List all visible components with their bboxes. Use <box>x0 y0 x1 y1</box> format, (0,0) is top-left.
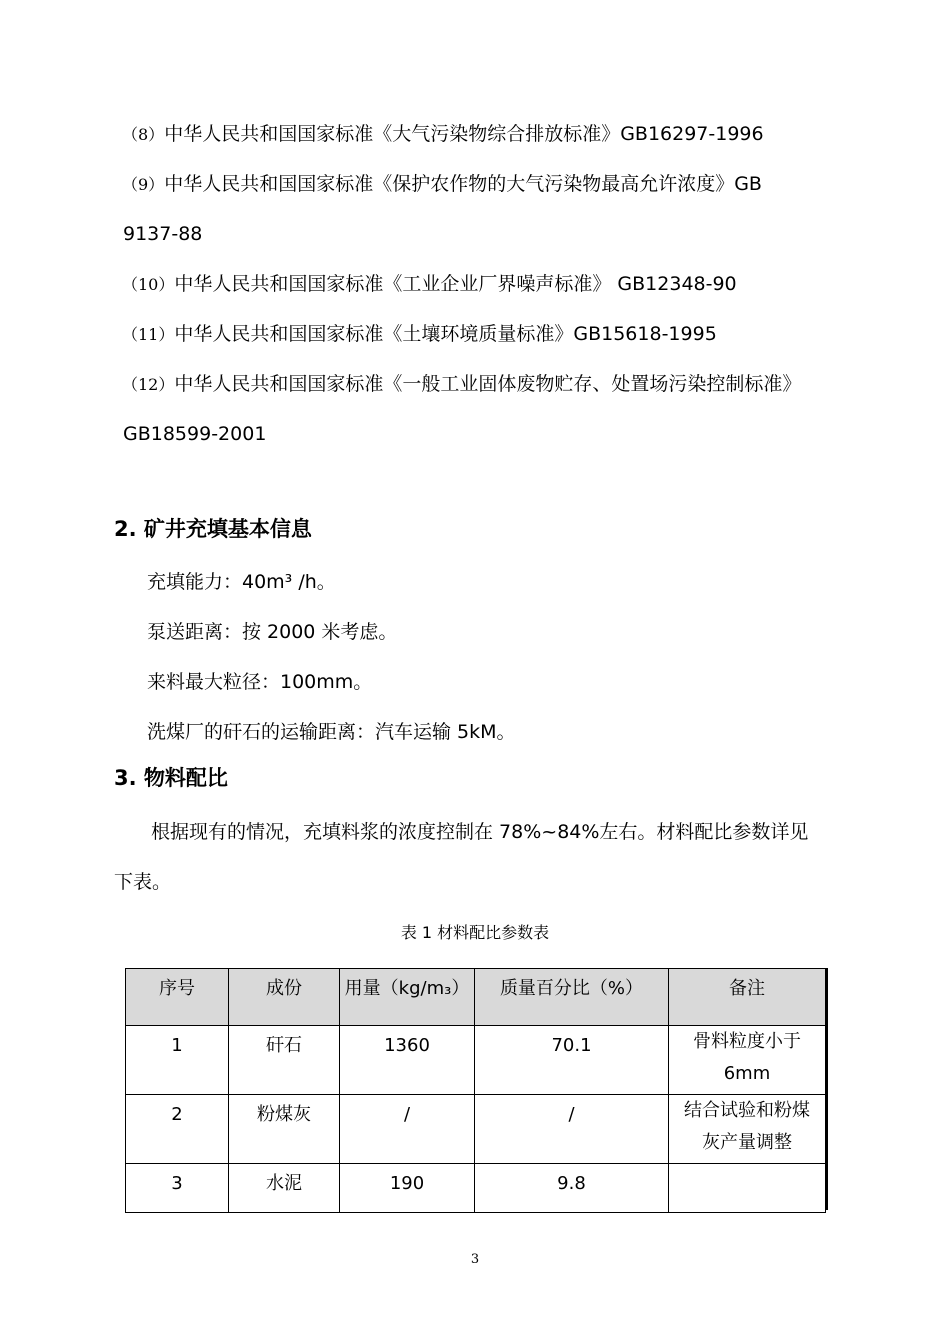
reference-12 <box>122 372 801 397</box>
table-header-row <box>126 969 826 1026</box>
info-filling-capacity: 充填能力：40m³ /h。 <box>147 571 336 593</box>
section-2-heading: 2. 矿井充填基本信息 <box>114 517 312 541</box>
cell-percent: / <box>475 1095 669 1164</box>
paragraph-line-2: 下表。 <box>114 871 172 893</box>
note-line-1: 结合试验和粉煤 <box>684 1100 810 1121</box>
cell-no: 2 <box>126 1095 229 1164</box>
cell-note <box>669 1164 826 1213</box>
cell-amount: 190 <box>340 1164 475 1213</box>
section-3-heading: 3. 物料配比 <box>114 766 228 790</box>
cell-no: 3 <box>126 1164 229 1213</box>
reference-9 <box>122 172 762 197</box>
reference-8 <box>122 122 764 147</box>
header-note: 备注 <box>669 969 826 1026</box>
reference-10 <box>122 272 737 297</box>
cell-percent: 9.8 <box>475 1164 669 1213</box>
cell-amount: / <box>340 1095 475 1164</box>
cell-amount: 1360 <box>340 1026 475 1095</box>
note-line-2: 灰产量调整 <box>702 1132 792 1153</box>
reference-text: 中华人民共和国国家标准《土壤环境质量标准》GB15618-1995 <box>174 323 717 345</box>
paragraph-line-1: 根据现有的情况，充填料浆的浓度控制在 78%~84%左右。材料配比参数详见 <box>151 821 809 843</box>
reference-text: 中华人民共和国国家标准《工业企业厂界噪声标准》 GB12348-90 <box>174 273 737 295</box>
material-ratio-table <box>125 968 826 1213</box>
header-component: 成份 <box>229 969 340 1026</box>
info-pumping-distance: 泵送距离：按 2000 米考虑。 <box>147 621 398 643</box>
reference-9-continuation: 9137-88 <box>123 223 203 245</box>
cell-note <box>669 1095 826 1164</box>
header-percent: 质量百分比（%） <box>475 969 669 1026</box>
reference-number: （8） <box>122 125 165 144</box>
cell-component: 粉煤灰 <box>229 1095 340 1164</box>
note-line-1: 骨料粒度小于 <box>693 1031 801 1052</box>
reference-number: （10） <box>122 275 175 294</box>
reference-12-continuation: GB18599-2001 <box>123 423 267 445</box>
table-row <box>126 1095 826 1164</box>
cell-no: 1 <box>126 1026 229 1095</box>
header-no: 序号 <box>126 969 229 1026</box>
cell-note <box>669 1026 826 1095</box>
cell-component: 水泥 <box>229 1164 340 1213</box>
reference-text: 中华人民共和国国家标准《一般工业固体废物贮存、处置场污染控制标准》 <box>174 373 802 395</box>
cell-percent: 70.1 <box>475 1026 669 1095</box>
table-row <box>126 1026 826 1095</box>
table-caption: 表 1 材料配比参数表 <box>400 923 550 942</box>
table-row <box>126 1164 826 1213</box>
reference-11 <box>122 322 717 347</box>
table-right-border <box>826 968 828 1210</box>
page-number: 3 <box>470 1252 480 1267</box>
reference-number: （9） <box>122 175 165 194</box>
header-amount: 用量（kg/m₃） <box>340 969 475 1026</box>
info-max-particle-size: 来料最大粒径：100mm。 <box>147 671 373 693</box>
reference-number: （12） <box>122 375 175 394</box>
cell-component: 矸石 <box>229 1026 340 1095</box>
info-transport-distance: 洗煤厂的矸石的运输距离：汽车运输 5kM。 <box>147 721 516 743</box>
reference-text: 中华人民共和国国家标准《保护农作物的大气污染物最高允许浓度》GB <box>164 173 762 195</box>
reference-number: （11） <box>122 325 175 344</box>
reference-text: 中华人民共和国国家标准《大气污染物综合排放标准》GB16297-1996 <box>164 123 764 145</box>
note-line-2: 6mm <box>723 1063 771 1084</box>
